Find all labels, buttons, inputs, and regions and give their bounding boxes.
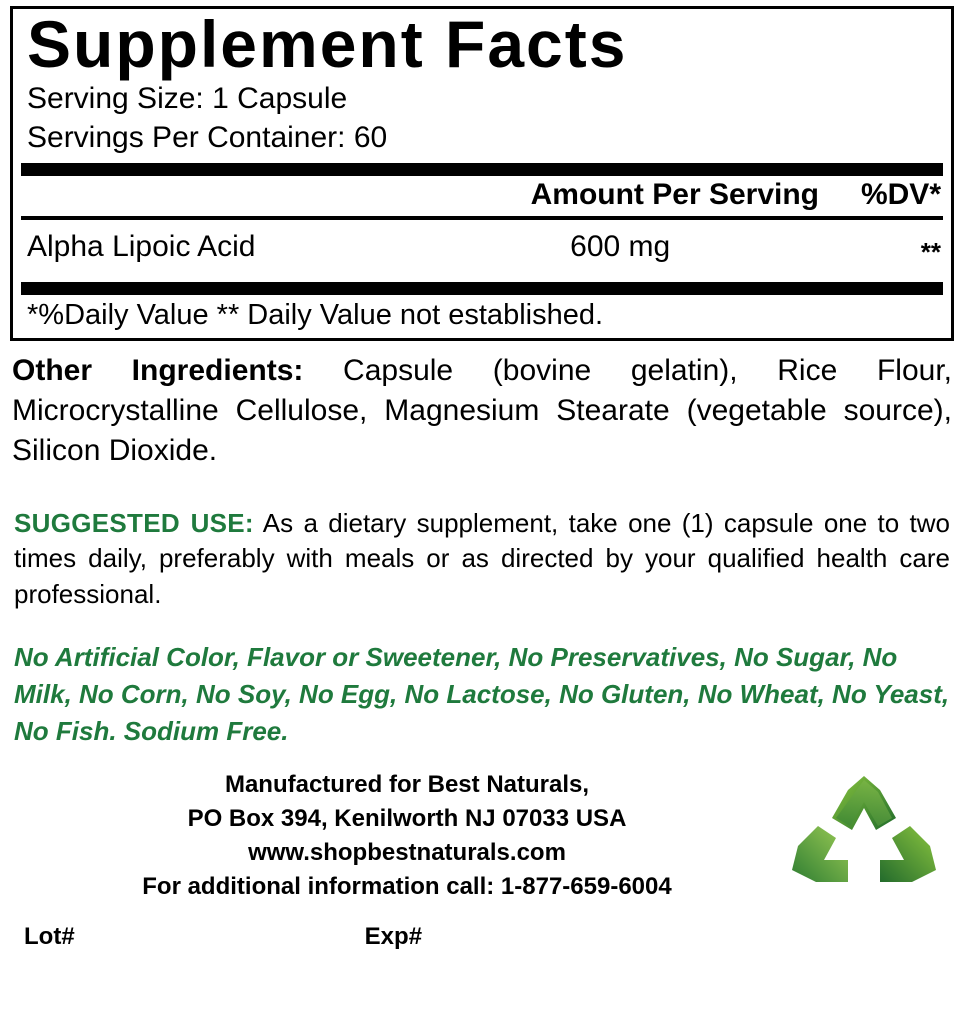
table-header-row (21, 176, 943, 216)
suggested-use-text: As a dietary supplement, take one (1) capsule one to two times daily, preferably with meals or as directed by your qualified health care professional. (14, 507, 950, 610)
other-ingredients-label: Other Ingredients: (12, 353, 304, 387)
suggested-use (14, 506, 950, 614)
daily-value-footnote: *%Daily Value ** Daily Value not established. (27, 298, 604, 331)
ingredient-name: Alpha Lipoic Acid (27, 229, 256, 263)
panel-divider-thick (21, 163, 943, 176)
other-ingredients-text: Capsule (bovine gelatin), Rice Flour, Microcrystalline Cellulose, Magnesium Stearate (vegetable source), Silicon Dioxide. (12, 353, 952, 468)
page-title: Supplement Facts (27, 7, 628, 81)
lot-number-label: Lot# (24, 922, 75, 950)
ingredient-daily-value: ** (920, 236, 941, 267)
manufacturer-line-1: Manufactured for Best Naturals, (224, 770, 590, 798)
free-from-claims: No Artificial Color, Flavor or Sweetener, No Preservatives, No Sugar, No Milk, No Corn, No Soy, No Egg, No Lactose, No Gluten, No Wheat, No Yeast, No Fish. Sodium Free. (14, 642, 950, 746)
suggested-use-label: SUGGESTED USE: (14, 507, 254, 538)
recycle-icon (784, 768, 954, 919)
manufacturer-website: www.shopbestnaturals.com (248, 839, 566, 867)
table-row (21, 220, 943, 276)
column-header-daily-value: %DV* (860, 177, 941, 211)
ingredient-amount: 600 mg (570, 229, 671, 263)
expiration-label: Exp# (364, 922, 423, 950)
lot-exp-row (10, 923, 954, 951)
other-ingredients (12, 351, 952, 472)
manufacturer-line-2: PO Box 394, Kenilworth NJ 07033 USA (187, 804, 627, 832)
supplement-facts-panel (10, 6, 954, 341)
servings-per-container: Servings Per Container: 60 (27, 120, 388, 154)
manufacturer-address (10, 768, 784, 904)
manufacturer-phone: For additional information call: 1-877-659-6004 (142, 873, 672, 901)
panel-divider-thick-bottom (21, 282, 943, 295)
manufacturer-block (10, 768, 954, 919)
serving-size: Serving Size: 1 Capsule (27, 81, 348, 115)
column-header-amount: Amount Per Serving (530, 177, 819, 211)
